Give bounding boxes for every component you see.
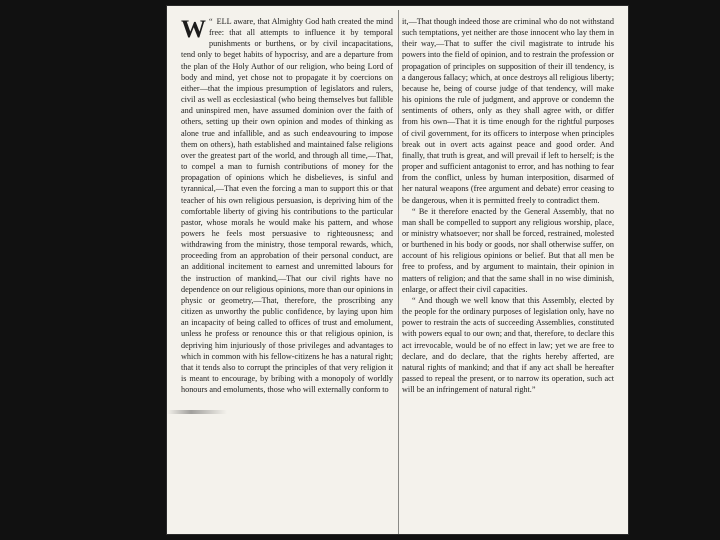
opening-quote: “ xyxy=(209,17,213,26)
drop-cap-letter: W xyxy=(181,16,206,43)
left-column xyxy=(181,16,393,395)
declaration-paragraph: “ And though we well know that this Assembly, elected by the people for the ordinary purposes of legislation only, have no power to restrain the acts of succeeding Assemblies, constituted with powers equal to our own; and that, therefore, to declare this act irrevocable, would be of no effect in law; yet we are free to declare, and do declare, that the rights hereby afferted, are natural rights of mankind; and that if any act shall be hereafter passed to repeal the present, or to narrow its operation, such act will be an infringement of natural right.” xyxy=(402,295,614,395)
right-column xyxy=(402,16,614,395)
newspaper-page xyxy=(167,6,628,534)
preamble-text: ELL aware, that Almighty God hath created the mind free: that all attempts to influence it by temporal punishments or burthens, or by civil incapacitations, tend only to beget habits of hypocrisy, and are a departure from the plan of the Holy Author of our religion, who being Lord of body and mind, yet chose not to propagate it by coercions on either—that the impious presumption of legislators and rulers, civil as well as ecclesiastical (who being themselves but fallible and uninspired men, have assumed dominion over the faith of others, setting up their own opinion and modes of thinking as alone true and infallible, and as such endeavouring to impose them on others), hath established and maintained false religions over the greatest part of the world, and through all time,—That, to compel a man to furnish contributions of money for the propagation of opinions which he disbelieves, is sinful and tyrannical,—That even the forcing a man to support this or that teacher of his own religious persuasion, is depriving him of the comfortable liberty of giving his contributions to the particular pastor, whose morals he would make his pattern, and whose powers he feels most persuasive to righteousness; and withdrawing from the ministry, those temporal rewards, which, proceeding from an approbation of their personal conduct, are an additional incitement to earnest and unremitted labours for the instruction of mankind,—That our civil rights have no dependence on our religious opinions, more than our opinions in physic or geometry,—That, therefore, the proscribing any citizen as unworthy the public confidence, by laying upon him an incapacity of being called to offices of trust and emolument, unless he profess or renounce this or that religious opinion, is depriving him injuriously of those privileges and advantages to which in common with his fellow-citizens he has a natural right; that it tends also to corrupt the principles of that very religion it is meant to encourage, by bribing with a monopoly of worldly honours and emoluments, those who will externally conform to xyxy=(181,17,393,395)
preamble-continuation-paragraph: it,—That though indeed those are criminal who do not withstand such temptations, yet neither are those innocent who lay them in their way,—That to suffer the civil magistrate to intrude his powers into the field of opinion, and to restrain the profession or propagation of principles on supposition of their ill tendency, is a dangerous fallacy; which, at once destroys all religious liberty; because he, being of course judge of that tendency, will make his opinions the rule of judgment, and approve or condemn the sentiments of others, only as they shall agree with, or differ from his own—That it is time enough for the rightful purposes of civil government, for its officers to interpose when principles break out in overt acts against peace and good order. And finally, that truth is great, and will prevail if left to herself; is the proper and sufficient antagonist to error, and has nothing to fear from the conflict, unless by human interposition, disarmed of her natural weapons (free argument and debate) error ceasing to be dangerous, when it is permitted freely to contradict them. xyxy=(402,17,614,205)
enactment-paragraph: “ Be it therefore enacted by the General Assembly, that no man shall be compelled to support any religious worship, place, or ministry whatsoever; nor shall be forced, restrained, molested or burthened in his body or goods, nor shall otherwise suffer, on account of his religious opinions or belief. But that all men be free to profess, and by argument to maintain, their opinion in matters of religion; and that the same shall in no wise diminish, enlarge, or affect their civil capacities. xyxy=(402,206,614,294)
column-divider xyxy=(398,10,399,534)
statute-preamble-paragraph xyxy=(181,16,393,395)
scan-smudge xyxy=(167,410,227,414)
